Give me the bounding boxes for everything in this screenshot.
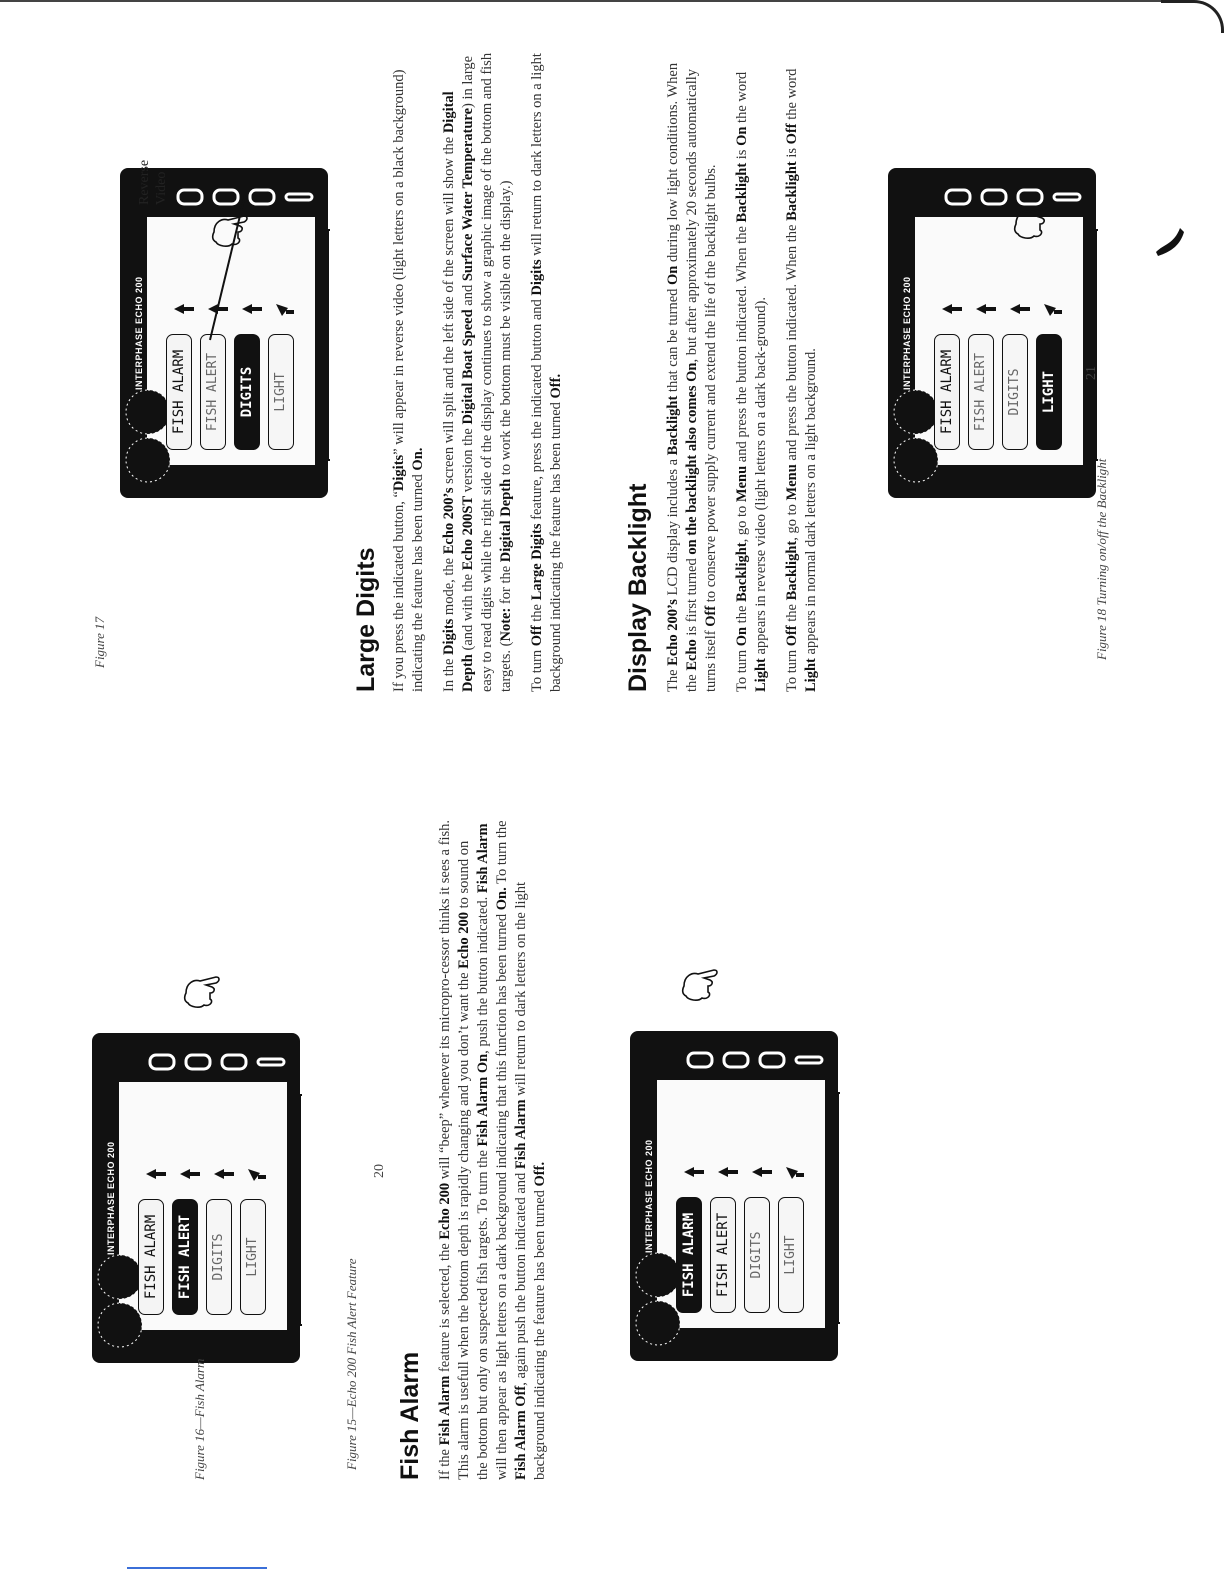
fish-alert-button: FISH ALERT [968,334,994,450]
device-housing [886,155,1098,500]
large-digits-paragraph-2: In the Digits mode, the Echo 200’s screen will split and the left side of the screen will show the Digital Depth (and with the Echo 200ST version the Digital Boat Speed and Surface Water Temperature) in large easy to read digits while the right side of the display continues to show a graphic image of the bottom and fish targets. (Note: for the Digital Depth to work the bottom must be visible on the display.) [441,52,514,692]
page-number-21: 21 [1084,366,1099,380]
large-digits-heading: Large Digits [352,547,380,692]
echo200-device [628,1018,840,1363]
fish-alarm-body [436,820,562,1480]
page-curl-mark [1150,222,1190,262]
light-button: LIGHT [778,1197,804,1313]
device-brand: INTERPHASE ECHO 200 [134,276,144,390]
pointing-hand-icon [208,212,252,254]
large-digits-paragraph-3: To turn Off the Large Digits feature, press the indicated button and Digits will return to dark letters on a light background indicating the feature has been turned Off. [529,53,564,692]
fish-alert-button: FISH ALERT [710,1197,736,1313]
echo200-device [886,155,1098,500]
fish-alarm-button: FISH ALARM [934,334,960,450]
pointing-hand-icon [678,966,722,1008]
figure-16-caption: Figure 16—Fish Alarm [192,1358,207,1480]
display-backlight-body [664,52,833,692]
device-housing [628,1018,840,1363]
page-edge-tab [127,1567,267,1569]
page-number-20: 20 [372,1164,387,1178]
display-backlight-heading: Display Backlight [624,483,652,692]
echo200-device [90,1020,302,1365]
figure-15-caption: Figure 15—Echo 200 Fish Alert Feature [344,1258,359,1470]
light-button: LIGHT [240,1199,266,1315]
digits-button: DIGITS [206,1199,232,1315]
light-button: LIGHT [1036,334,1062,450]
device-brand: INTERPHASE ECHO 200 [644,1139,654,1253]
fish-alarm-button: FISH ALARM [138,1199,164,1315]
fish-alarm-button: FISH ALARM [166,334,192,450]
page-corner-mark [1161,0,1224,33]
figure-18-caption: Figure 18 Turning on/off the Backlight [1094,458,1109,660]
fish-alert-button: FISH ALERT [200,334,226,450]
top-border-line [0,0,1165,2]
figure-17-caption: Figure 17 [92,616,107,668]
fish-alarm-heading: Fish Alarm [396,1351,424,1480]
digits-button: DIGITS [234,334,260,450]
fish-alert-button: FISH ALERT [172,1199,198,1315]
digits-button: DIGITS [1002,334,1028,450]
device-brand: INTERPHASE ECHO 200 [106,1141,116,1255]
light-button: LIGHT [268,334,294,450]
large-digits-body [390,52,578,692]
reverse-video-callout: Reverse Video [137,159,169,205]
large-digits-paragraph-1: If you press the indicated button, “Digits” will appear in reverse video (light letters on a black background) indicating the feature has been turned On. [391,69,426,692]
backlight-paragraph-2: To turn On the Backlight, go to Menu and press the button indicated. When the Backlight is On the word Light appears in reverse video (light letters on a dark back-ground). [734,71,769,692]
device-housing [90,1020,302,1365]
device-brand: INTERPHASE ECHO 200 [902,276,912,390]
backlight-paragraph-3: To turn Off the Backlight, go to Menu and press the button indicated. When the Backlight is Off the word Light appears in normal dark letters on a light background. [784,68,819,692]
pointing-hand-icon [1010,204,1054,246]
backlight-paragraph-1: The Echo 200’s LCD display includes a Backlight that can be turned On during low light conditions. When the Echo is first turned on the backlight also comes On, but after approximately 20 seconds automatically turns itself Off to conserve power supply current and extend the life of the backlight bulbs. [665,62,719,692]
digits-button: DIGITS [744,1197,770,1313]
fish-alarm-button: FISH ALARM [676,1197,702,1313]
pointing-hand-icon [180,973,224,1015]
fish-alarm-paragraph: If the Fish Alarm feature is selected, the Echo 200 will “beep” whenever its micropro-cessor thinks it sees a fish. This alarm is usefull when the bottom depth is rapidly changing and you don’t want the Echo 200 to sound on the bottom but only on suspected fish targets. To turn the Fish Alarm On, push the button indicated. Fish Alarm will then appear as light letters on a dark background indicating that this function has been turned On. To turn the Fish Alarm Off, again push the button indicated and Fish Alarm will return to dark letters on the light background indicating the feature has been turned Off. [437,820,548,1480]
